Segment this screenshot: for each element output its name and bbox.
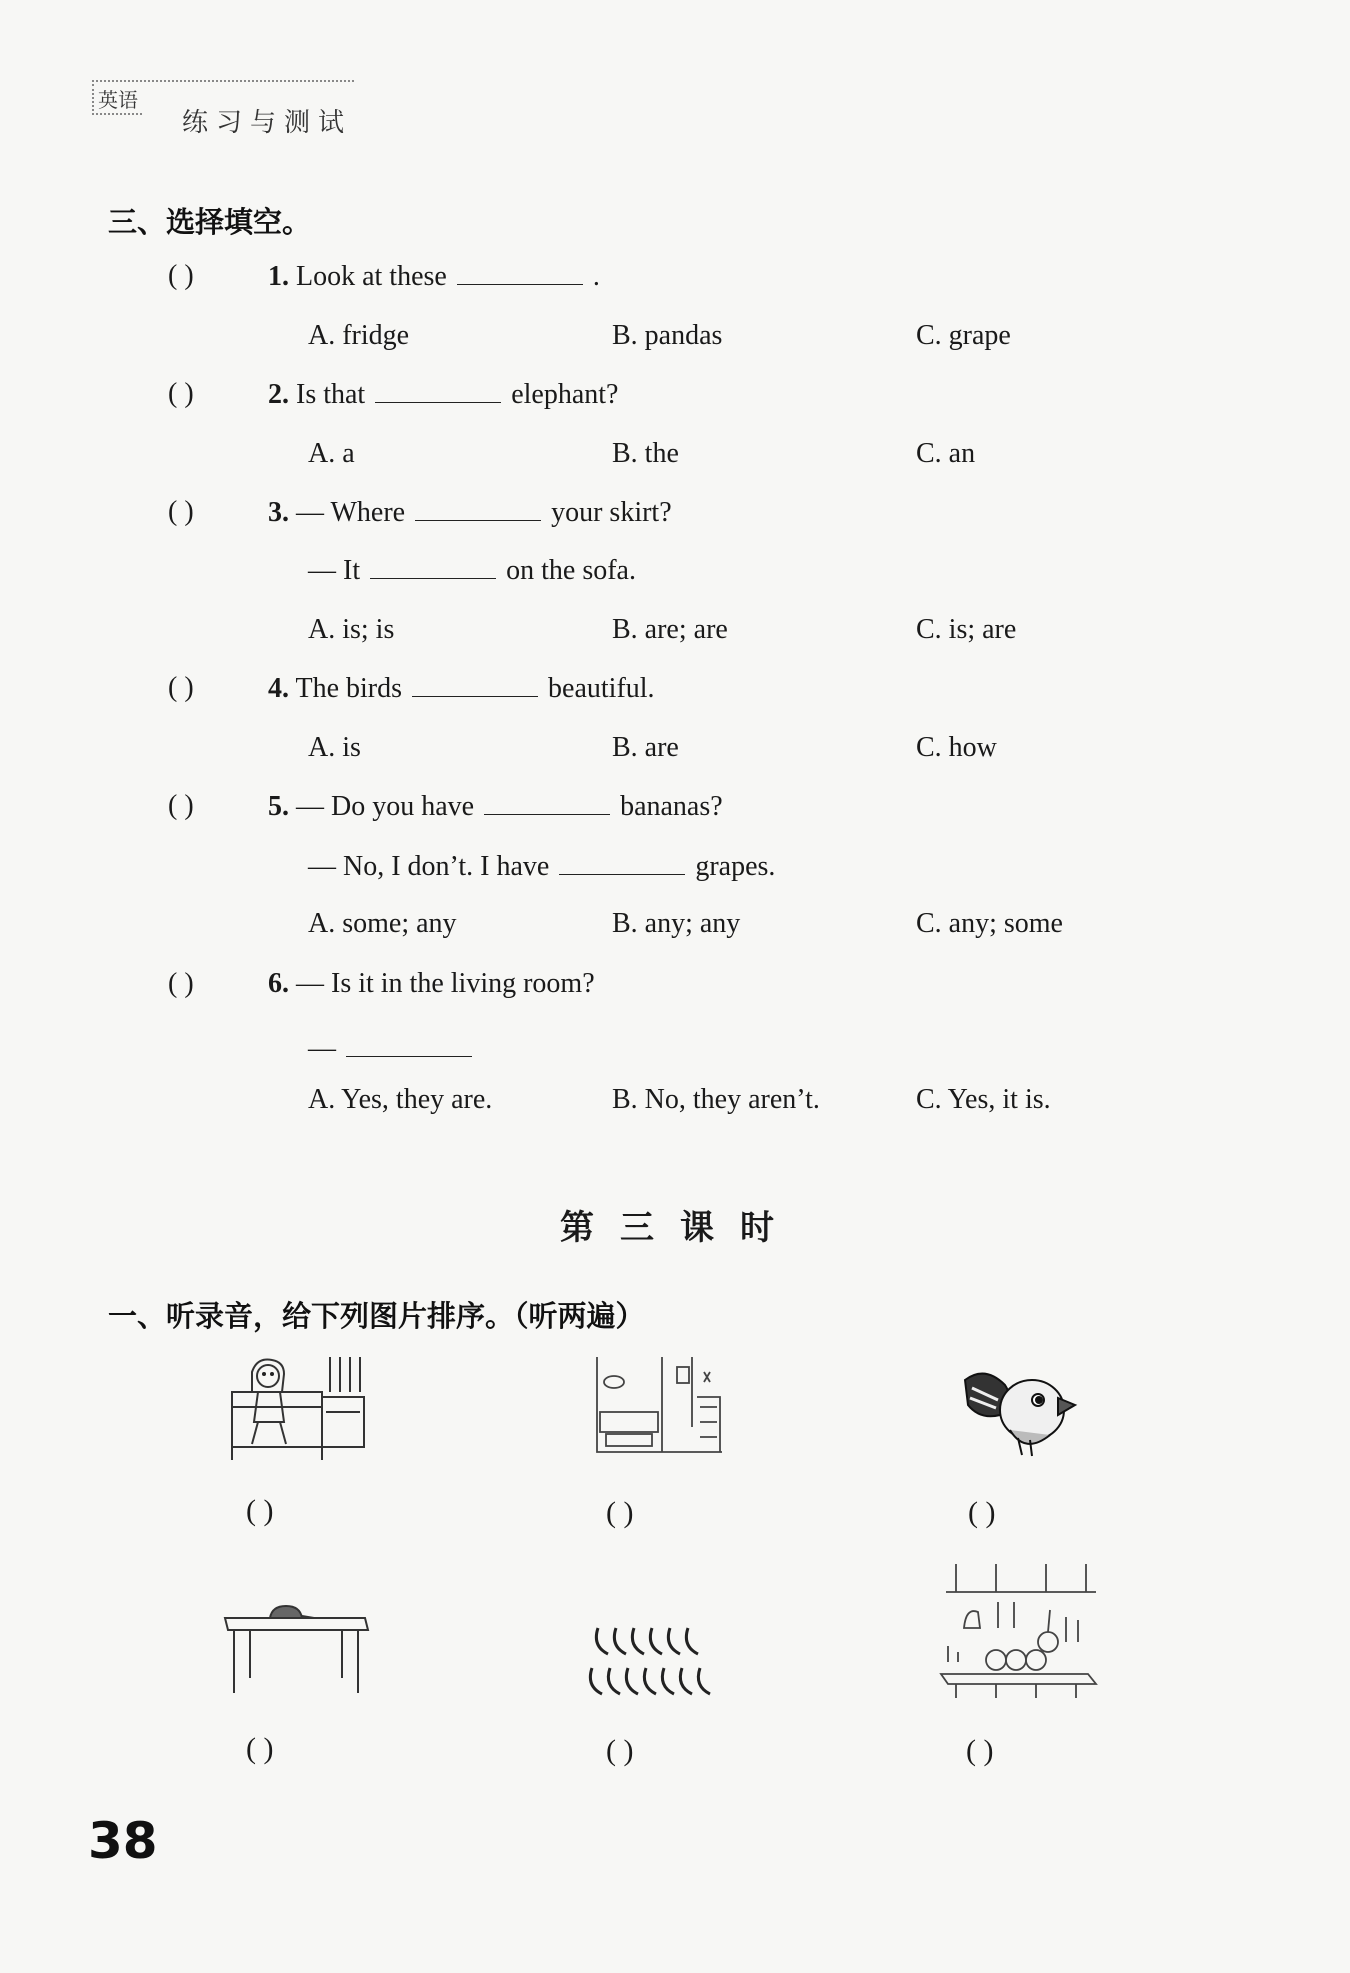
picture-2-answer-paren[interactable]: ( ) [606,1496,634,1529]
question-text-tail: elephant? [511,379,619,410]
blank[interactable] [457,260,583,285]
answer-paren-q5[interactable]: ( ) [168,790,194,821]
picture-4-answer-paren[interactable]: ( ) [246,1732,274,1765]
question-number: 3. [268,497,289,528]
reply-text-tail: on the sofa. [506,555,636,586]
question-6 [268,968,595,1000]
answer-paren-q3[interactable]: ( ) [168,496,194,527]
question-3 [268,496,672,529]
page-number: 38 [88,1812,158,1870]
question-text-tail: bananas? [620,791,723,822]
option-a-q3: A. is; is [308,614,395,645]
header-rule [92,80,354,82]
blank[interactable] [415,496,541,521]
option-c-q3: C. is; are [916,614,1017,645]
question-text: The birds [295,673,403,704]
reply-dash: — [308,1033,336,1064]
question-number: 4. [268,673,289,704]
question-6-reply [308,1026,482,1065]
reply-text: — It [308,555,361,586]
header-subject: 英语 [92,84,142,115]
picture-1-answer-paren[interactable]: ( ) [246,1494,274,1527]
picture-3-answer-paren[interactable]: ( ) [968,1496,996,1529]
question-text: — Is it in the living room? [296,968,595,999]
bird-icon [960,1360,1080,1460]
lesson-title: 第三课时 [560,1208,800,1248]
blank[interactable] [370,554,496,579]
question-4 [268,672,655,705]
option-a-q1: A. fridge [308,320,410,351]
blank[interactable] [559,850,685,875]
section1-title: 一、听录音，给下列图片排序。（听两遍） [108,1299,645,1333]
question-number: 2. [268,379,289,410]
answer-paren-q2[interactable]: ( ) [168,378,194,409]
option-a-q5: A. some; any [308,908,457,939]
table-with-cap-icon [220,1598,370,1703]
blank[interactable] [412,672,538,697]
question-number: 5. [268,791,289,822]
reply-text-tail: grapes. [695,851,776,882]
option-a-q2: A. a [308,438,355,469]
option-c-q5: C. any; some [916,908,1063,939]
option-b-q6: B. No, they aren’t. [612,1084,820,1115]
option-a-q4: A. is [308,732,361,763]
option-c-q6: C. Yes, it is. [916,1084,1051,1115]
option-b-q5: B. any; any [612,908,741,939]
answer-paren-q6[interactable]: ( ) [168,968,194,999]
question-text: — Where [296,497,406,528]
girl-in-bedroom-icon [222,1352,372,1462]
question-5 [268,790,723,823]
option-a-q6: A. Yes, they are. [308,1084,493,1115]
picture-6-answer-paren[interactable]: ( ) [966,1734,994,1767]
option-b-q1: B. pandas [612,320,723,351]
picture-5-answer-paren[interactable]: ( ) [606,1734,634,1767]
question-1 [268,260,600,293]
question-text: Look at these [296,261,447,292]
question-5-reply [308,850,775,883]
kitchen-room-icon [592,1352,727,1462]
header-book-title: 练习与测试 [182,108,353,138]
question-number: 1. [268,261,289,292]
section3-title: 三、选择填空。 [108,205,312,239]
question-3-reply [308,554,636,587]
question-text-tail: your skirt? [551,497,672,528]
reply-text: — No, I don’t. I have [308,851,550,882]
answer-paren-q1[interactable]: ( ) [168,260,194,291]
option-b-q4: B. are [612,732,679,763]
question-text-tail: . [592,261,600,292]
option-b-q2: B. the [612,438,679,469]
option-c-q4: C. how [916,732,997,763]
bananas-icon [588,1618,728,1708]
option-c-q2: C. an [916,438,976,469]
blank[interactable] [375,378,501,403]
kitchen-shelf-icon [936,1562,1101,1702]
question-text-tail: beautiful. [548,673,655,704]
answer-paren-q4[interactable]: ( ) [168,672,194,703]
question-text: Is that [296,379,366,410]
question-text: — Do you have [296,791,475,822]
option-b-q3: B. are; are [612,614,728,645]
blank[interactable] [484,790,610,815]
option-c-q1: C. grape [916,320,1011,351]
blank[interactable] [346,1026,472,1057]
question-number: 6. [268,968,289,999]
question-2 [268,378,619,411]
